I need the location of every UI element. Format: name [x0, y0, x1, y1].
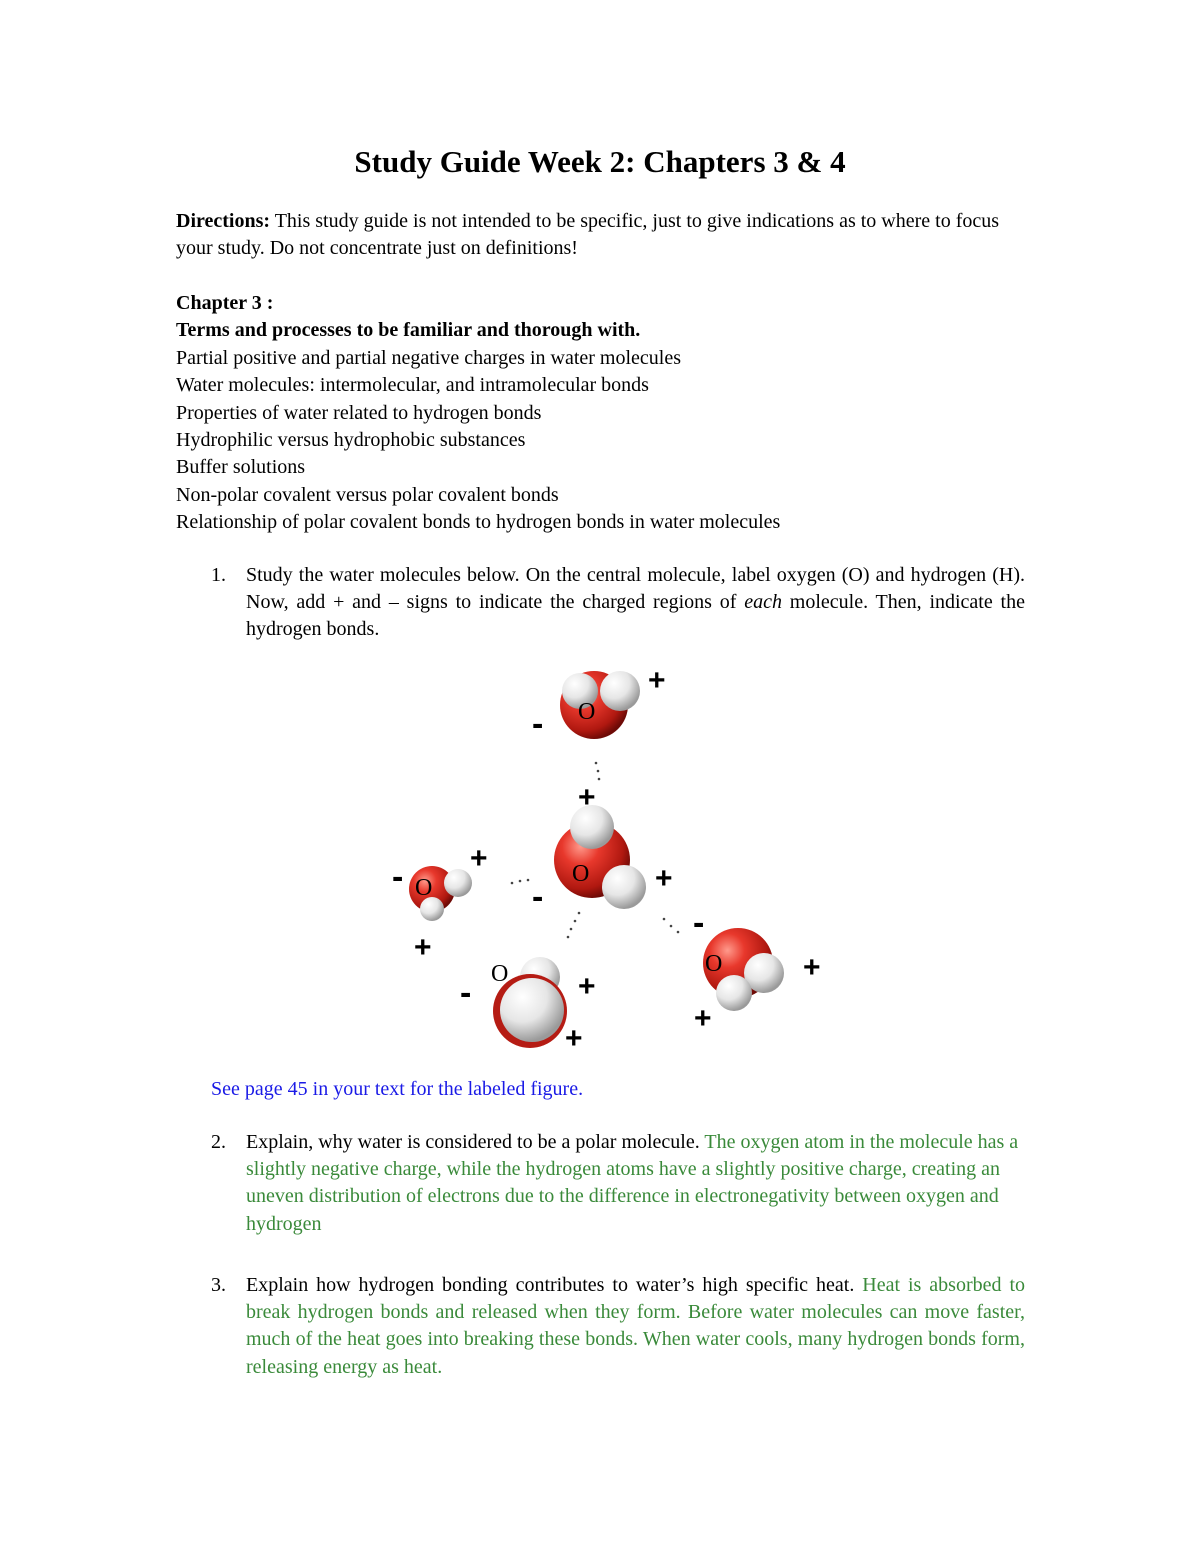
question-text-part: molecule. Then, indicate the hydrogen bonds. [246, 591, 1025, 641]
see-page-note: See page 45 in your text for the labeled figure. [211, 1078, 584, 1100]
chapter-3-subheading: Terms and processes to be familiar and thorough with. [176, 319, 641, 342]
water-molecule-left [409, 866, 472, 921]
minus-sign: - [532, 878, 544, 916]
question-text-part: Study the water molecules below. On the central molecule, label oxygen (O) and hydrogen (H). Now, add + and – signs to indicate the charged regions of [246, 564, 1025, 614]
question-answer: The oxygen atom in the molecule has a slightly negative charge, while the hydrogen atoms have a slightly positive charge, creating an uneven distribution of electrons due to the difference in electronegativity between oxygen and hydrogen [246, 1131, 1019, 1235]
plus-sign: + [803, 951, 821, 984]
page-title: Study Guide Week 2: Chapters 3 & 4 [354, 144, 846, 179]
oxygen-label: O [572, 861, 590, 887]
minus-sign: - [460, 974, 472, 1012]
minus-sign: - [532, 705, 544, 743]
term-item: Buffer solutions [176, 456, 306, 479]
plus-sign: + [578, 970, 596, 1003]
chapter-3-heading: Chapter 3 : [176, 292, 274, 314]
directions-text: This study guide is not intended to be specific, just to give indications as to where to focus your study. Do not concentrate just on definitions! [176, 210, 1000, 260]
water-molecule-top [560, 671, 640, 739]
oxygen-label: O [705, 951, 723, 977]
question-text [246, 1129, 1025, 1238]
oxygen-label: O [415, 875, 433, 901]
chapter-3-section [176, 290, 1036, 537]
term-item: Partial positive and partial negative charges in water molecules [176, 346, 682, 369]
minus-sign: - [392, 858, 404, 896]
oxygen-label: O [491, 961, 509, 987]
term-item: Hydrophilic versus hydrophobic substances [176, 429, 526, 452]
plus-sign: + [694, 1002, 712, 1035]
term-item: Properties of water related to hydrogen bonds [176, 401, 542, 424]
water-molecule-right [703, 928, 784, 1011]
question-prompt: Explain how hydrogen bonding contributes to water’s high specific heat. [246, 1274, 863, 1296]
plus-sign: + [414, 931, 432, 964]
term-item: Water molecules: intermolecular, and intramolecular bonds [176, 374, 649, 397]
oxygen-label: O [578, 699, 596, 725]
plus-sign: + [470, 842, 488, 875]
water-molecule-center [554, 805, 646, 909]
water-molecule-bottom [491, 957, 567, 1048]
question-emphasis: each [744, 591, 782, 614]
question-number: 2. [211, 1131, 226, 1153]
question-3 [211, 1272, 1025, 1381]
question-1 [211, 562, 1025, 644]
directions-label: Directions: [176, 210, 271, 232]
plus-sign: + [578, 781, 596, 814]
question-text [246, 562, 1025, 644]
question-number: 3. [211, 1274, 226, 1296]
term-item: Relationship of polar covalent bonds to hydrogen bonds in water molecules [176, 511, 781, 534]
plus-sign: + [648, 664, 666, 697]
minus-sign: - [693, 904, 705, 942]
water-molecules-figure [380, 655, 850, 1060]
question-text [246, 1272, 1025, 1381]
term-item: Non-polar covalent versus polar covalent bonds [176, 483, 559, 506]
question-number: 1. [211, 564, 226, 586]
question-2 [211, 1129, 1025, 1238]
plus-sign: + [565, 1022, 583, 1055]
directions-paragraph [176, 208, 1036, 263]
plus-sign: + [655, 862, 673, 895]
question-prompt: Explain, why water is considered to be a polar molecule. [246, 1131, 705, 1153]
question-answer: Heat is absorbed to break hydrogen bonds and released when they form. Before water molecules can move faster, much of the heat goes into breaking these bonds. When water cools, many hydrogen bonds form, releasing energy as heat. [246, 1274, 1025, 1378]
